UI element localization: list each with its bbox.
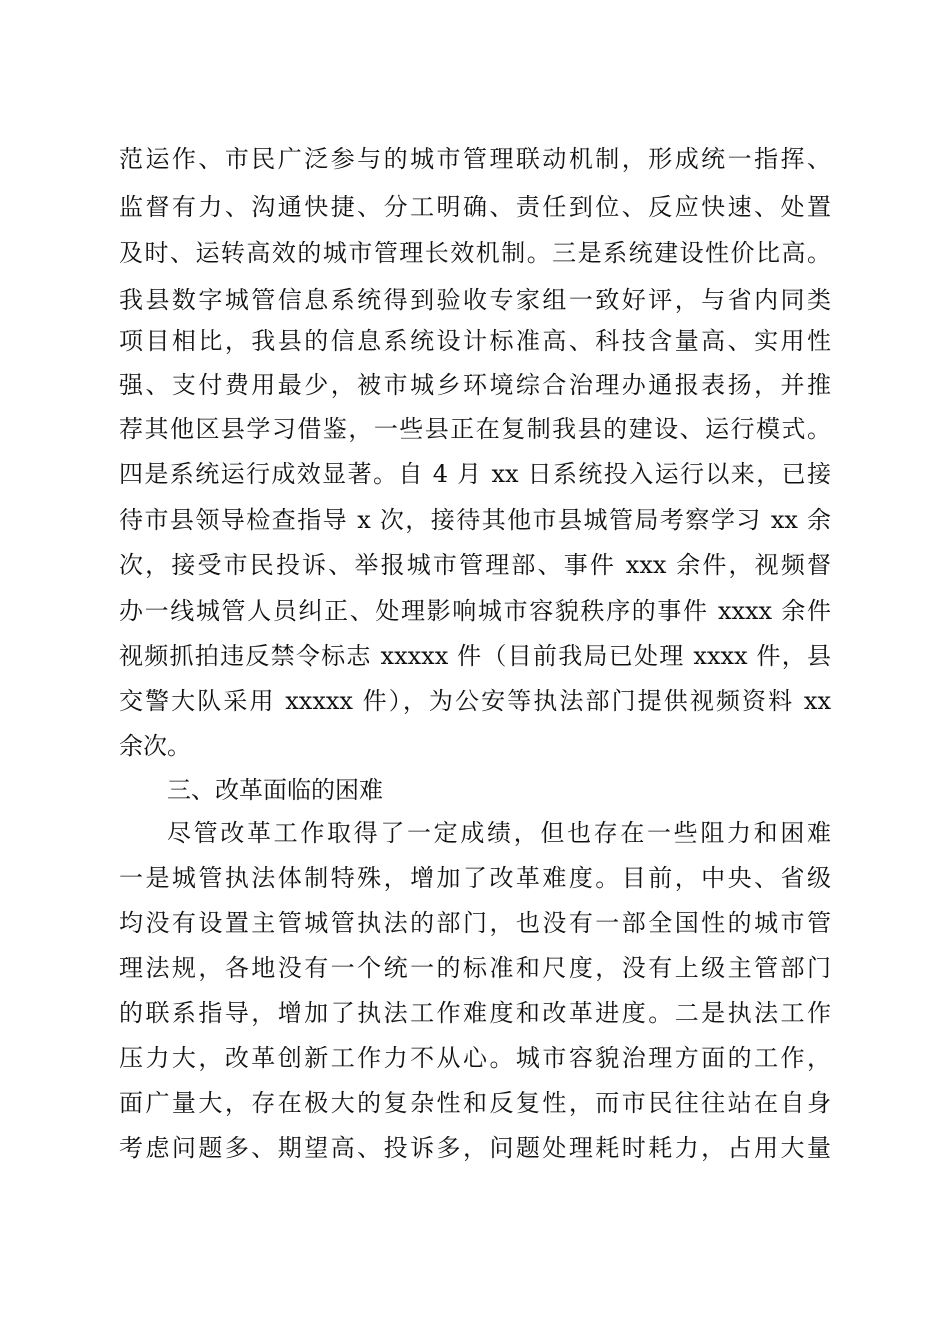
body-text-line: 及时、运转高效的城市管理长效机制。三是系统建设性价比高。 (119, 239, 831, 267)
body-text-line: 次，接受市民投诉、举报城市管理部、事件 xxx 余件，视频督 (119, 551, 831, 579)
body-text-line: 我县数字城管信息系统得到验收专家组一致好评，与省内同类 (119, 286, 831, 314)
body-text-line: 尽管改革工作取得了一定成绩，但也存在一些阻力和困难 (167, 819, 831, 847)
body-text-line: 监督有力、沟通快捷、分工明确、责任到位、反应快速、处置 (119, 193, 831, 221)
body-text-line: 理法规，各地没有一个统一的标准和尺度，没有上级主管部门 (119, 954, 831, 982)
body-text-line: 面广量大，存在极大的复杂性和反复性，而市民往往站在自身 (119, 1089, 831, 1117)
body-text-line: 项目相比，我县的信息系统设计标准高、科技含量高、实用性 (119, 327, 831, 355)
body-text-line: 强、支付费用最少，被市城乡环境综合治理办通报表扬，并推 (119, 371, 831, 399)
body-text-line: 四是系统运行成效显著。自 4 月 xx 日系统投入运行以来，已接 (119, 460, 831, 488)
body-text-line: 办一线城管人员纠正、处理影响城市容貌秩序的事件 xxxx 余件 (119, 597, 831, 625)
body-text-line: 均没有设置主管城管执法的部门，也没有一部全国性的城市管 (119, 909, 831, 937)
body-text-line: 视频抓拍违反禁令标志 xxxxx 件（目前我局已处理 xxxx 件，县 (119, 642, 831, 670)
body-text-line: 一是城管执法体制特殊，增加了改革难度。目前，中央、省级 (119, 864, 831, 892)
body-text-line: 范运作、市民广泛参与的城市管理联动机制，形成统一指挥、 (119, 145, 831, 173)
body-text-line: 荐其他区县学习借鉴，一些县正在复制我县的建设、运行模式。 (119, 415, 831, 443)
body-text-line: 的联系指导，增加了执法工作难度和改革进度。二是执法工作 (119, 999, 831, 1027)
body-text-line: 考虑问题多、期望高、投诉多，问题处理耗时耗力，占用大量 (119, 1134, 831, 1162)
body-text-line: 余次。 (119, 732, 191, 760)
section-heading: 三、改革面临的困难 (167, 776, 383, 804)
body-text-line: 交警大队采用 xxxxx 件），为公安等执法部门提供视频资料 xx (119, 687, 831, 715)
body-text-line: 压力大，改革创新工作力不从心。城市容貌治理方面的工作， (119, 1044, 831, 1072)
body-text-line: 待市县领导检查指导 x 次，接待其他市县城管局考察学习 xx 余 (119, 506, 831, 534)
